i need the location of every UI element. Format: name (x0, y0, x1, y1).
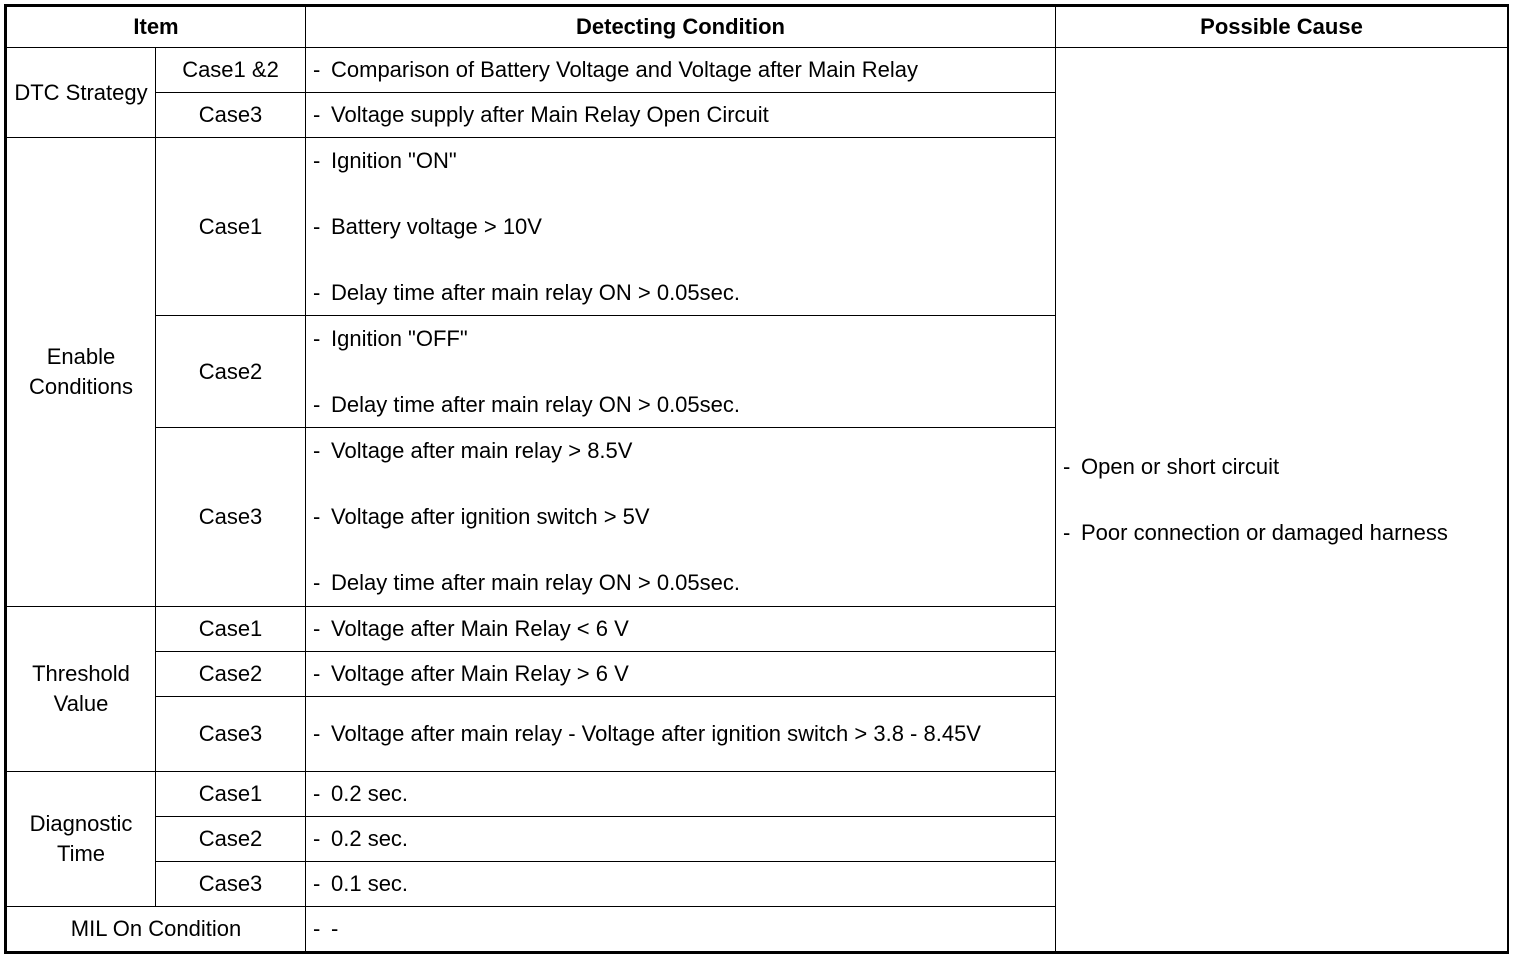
condition-cell (306, 651, 1056, 696)
table-row (7, 48, 1508, 93)
condition-line: - Delay time after main relay ON > 0.05sec. (313, 570, 740, 596)
condition-line: - Voltage after Main Relay < 6 V (313, 615, 629, 641)
condition-cell (306, 696, 1056, 771)
case-label: Case1 &2 (156, 48, 306, 93)
condition-line: - Voltage after Main Relay > 6 V (313, 660, 629, 686)
condition-line: - 0.2 sec. (313, 825, 409, 851)
condition-cell (306, 861, 1056, 906)
condition-line: - Voltage after main relay > 8.5V (313, 438, 633, 464)
condition-cell (306, 48, 1056, 93)
item-dtc-strategy: DTC Strategy (7, 48, 156, 138)
condition-cell (306, 316, 1056, 428)
cause-line: - Open or short circuit (1063, 453, 1280, 479)
case-label: Case2 (156, 816, 306, 861)
condition-cell (306, 816, 1056, 861)
possible-cause-cell (1056, 48, 1508, 952)
case-label: Case1 (156, 606, 306, 651)
condition-line: - Voltage after main relay - Voltage after ignition switch > 3.8 - 8.45V (313, 720, 981, 746)
header-row (7, 7, 1508, 48)
condition-line: - 0.1 sec. (313, 870, 409, 896)
condition-line: - Comparison of Battery Voltage and Voltage after Main Relay (313, 57, 919, 83)
condition-line: - Delay time after main relay ON > 0.05sec. (313, 280, 740, 306)
condition-cell (306, 138, 1056, 316)
condition-line: - Battery voltage > 10V (313, 214, 542, 240)
condition-cell (306, 906, 1056, 951)
item-threshold-value: Threshold Value (7, 606, 156, 771)
condition-line: - Delay time after main relay ON > 0.05sec. (313, 392, 740, 418)
case-label: Case1 (156, 771, 306, 816)
item-enable-conditions: Enable Conditions (7, 138, 156, 606)
condition-cell (306, 93, 1056, 138)
case-label: Case3 (156, 93, 306, 138)
condition-line: - 0.2 sec. (313, 780, 409, 806)
condition-line: - Voltage supply after Main Relay Open Circuit (313, 102, 769, 128)
case-label: Case3 (156, 696, 306, 771)
condition-line: - Ignition "OFF" (313, 326, 468, 352)
dtc-table (6, 6, 1508, 952)
header-possible-cause: Possible Cause (1056, 7, 1508, 48)
condition-cell (306, 428, 1056, 606)
item-diagnostic-time: Diagnostic Time (7, 771, 156, 906)
case-label: Case1 (156, 138, 306, 316)
condition-line: - Voltage after ignition switch > 5V (313, 504, 650, 530)
case-label: Case3 (156, 861, 306, 906)
case-label: Case2 (156, 651, 306, 696)
item-mil-on-condition: MIL On Condition (7, 906, 306, 951)
condition-line: - Ignition "ON" (313, 148, 457, 174)
condition-cell (306, 606, 1056, 651)
condition-line: - - (313, 915, 339, 941)
cause-line: - Poor connection or damaged harness (1063, 519, 1448, 545)
header-detecting-condition: Detecting Condition (306, 7, 1056, 48)
case-label: Case2 (156, 316, 306, 428)
case-label: Case3 (156, 428, 306, 606)
condition-cell (306, 771, 1056, 816)
header-item: Item (7, 7, 306, 48)
